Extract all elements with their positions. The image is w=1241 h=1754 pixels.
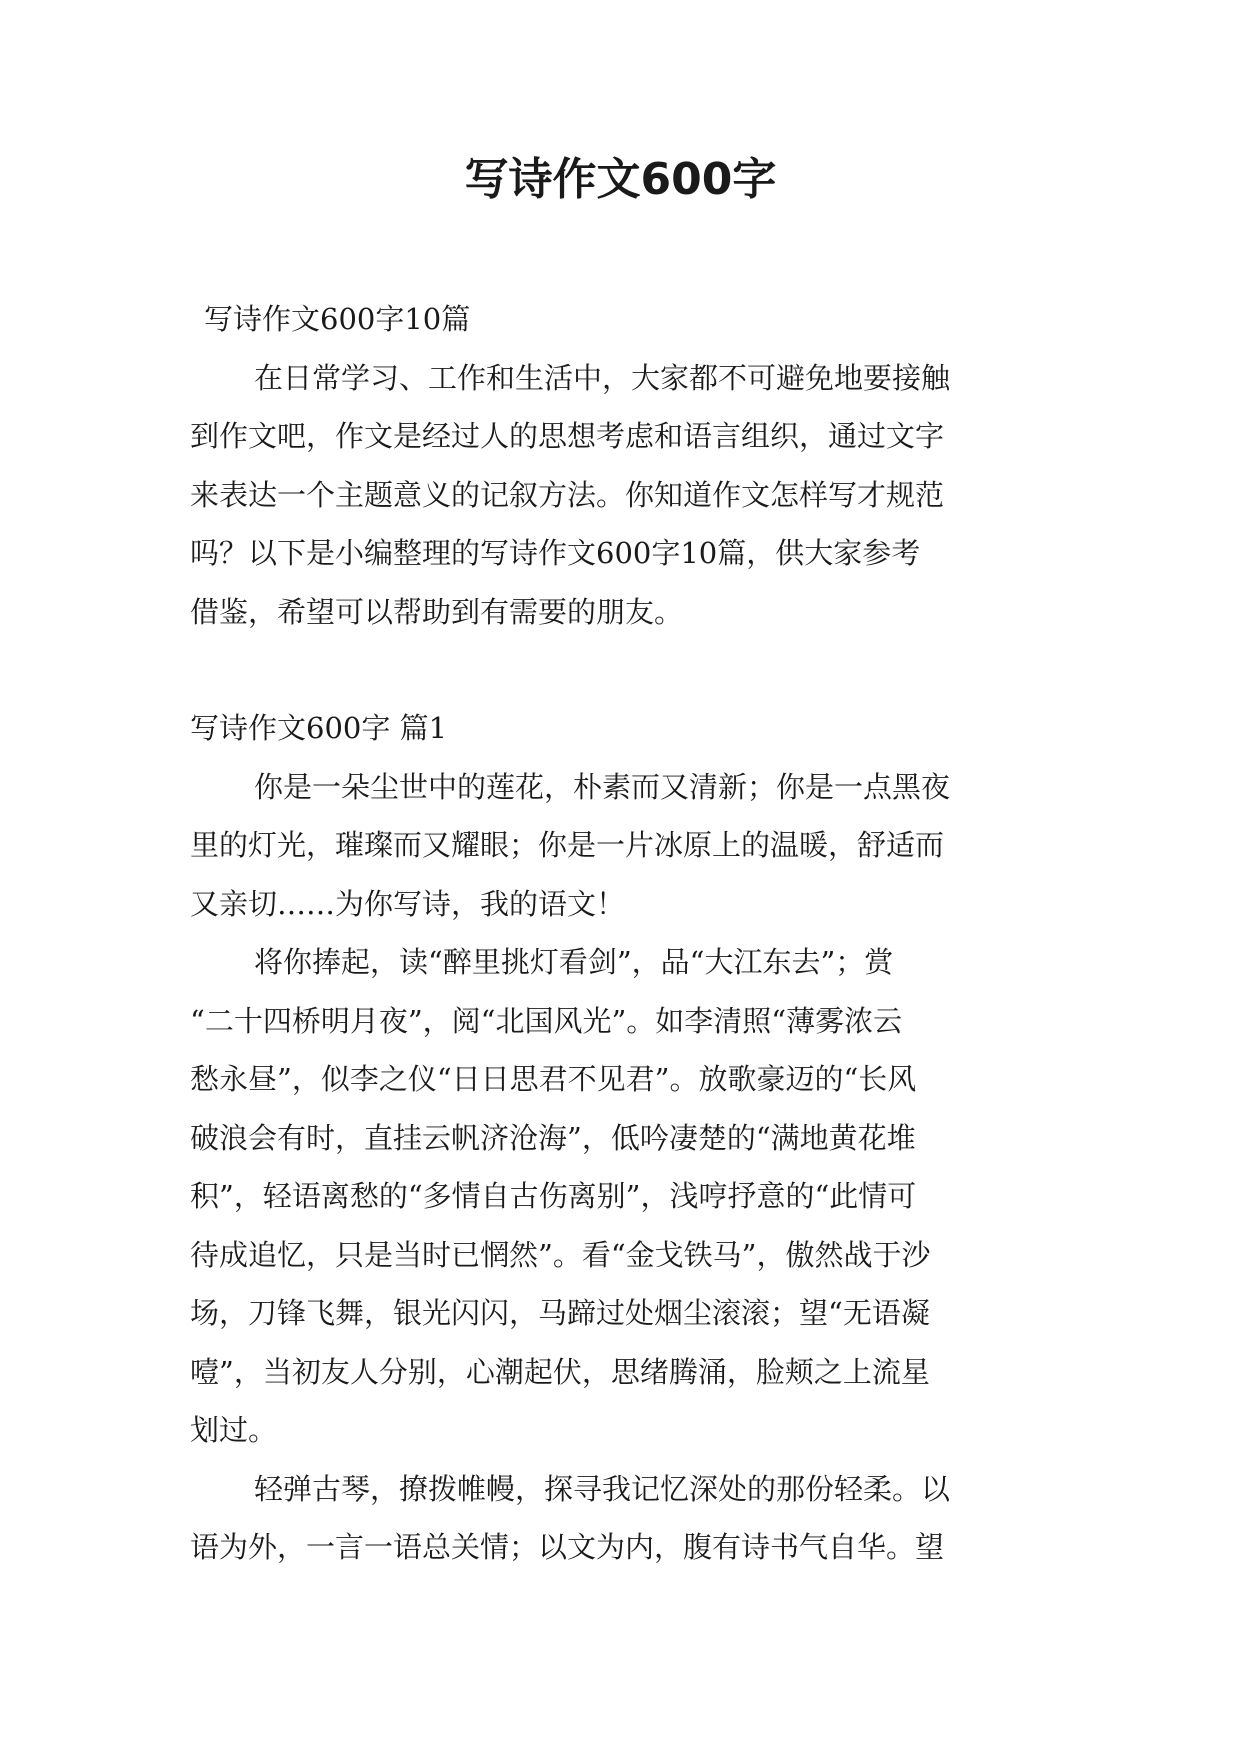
paragraph-line: 场，刀锋飞舞，银光闪闪，马蹄过处烟尘滚滚；望“无语凝 (190, 1296, 930, 1330)
paragraph-3 (190, 1460, 1050, 1577)
paragraph-line: 破浪会有时，直挂云帆济沧海”，低吟凄楚的“满地黄花堆 (190, 1120, 916, 1155)
paragraph-line: 你是一朵尘世中的莲花，朴素而又清新；你是一点黑夜 (254, 769, 951, 804)
intro-line: 在日常学习、工作和生活中，大家都不可避免地要接触 (254, 360, 951, 395)
paragraph-line: 积”，轻语离愁的“多情自古伤离别”，浅哼抒意的“此情可 (190, 1179, 917, 1213)
paragraph-line: 噎”，当初友人分别，心潮起伏，思绪腾涌，脸颊之上流星 (190, 1354, 930, 1389)
intro-paragraph (190, 349, 1050, 642)
section-heading: 写诗作文600字 篇1 (190, 711, 448, 745)
paragraph-line: “二十四桥明月夜”，阅“北国风光”。如李清照“薄雾浓云 (190, 1003, 903, 1038)
intro-line: 来表达一个主题意义的记叙方法。你知道作文怎样写才规范 (190, 477, 945, 512)
paragraph-line: 语为外，一言一语总关情；以文为内，腹有诗书气自华。望 (190, 1530, 945, 1564)
paragraph-line: 愁永昼”，似李之仪“日日思君不见君”。放歌豪迈的“长风 (190, 1062, 917, 1096)
paragraph-line: 将你捧起，读“醉里挑灯看剑”，品“大江东去”；赏 (254, 945, 894, 979)
paragraph-line: 里的灯光，璀璨而又耀眼；你是一片冰原上的温暖，舒适而 (190, 828, 945, 862)
paragraph-line: 待成追忆，只是当时已惘然”。看“金戈铁马”，傲然战于沙 (190, 1237, 931, 1272)
paragraph-line: 轻弹古琴，撩拨帷幔，探寻我记忆深处的那份轻柔。以 (254, 1471, 951, 1506)
document-title: 写诗作文600字 (464, 154, 777, 205)
intro-line: 借鉴，希望可以帮助到有需要的朋友。 (190, 594, 684, 629)
paragraph-1 (190, 758, 1050, 934)
document-subtitle: 写诗作文600字10篇 (204, 302, 471, 336)
paragraph-line: 又亲切……为你写诗，我的语文！ (190, 886, 626, 921)
document-body (190, 290, 1050, 1577)
section-spacer (190, 641, 1050, 699)
intro-line: 吗？以下是小编整理的写诗作文600字10篇，供大家参考 (190, 536, 921, 570)
paragraph-line: 划过。 (190, 1413, 278, 1447)
paragraph-2 (190, 933, 1050, 1460)
intro-line: 到作文吧，作文是经过人的思想考虑和语言组织，通过文字 (190, 419, 945, 453)
